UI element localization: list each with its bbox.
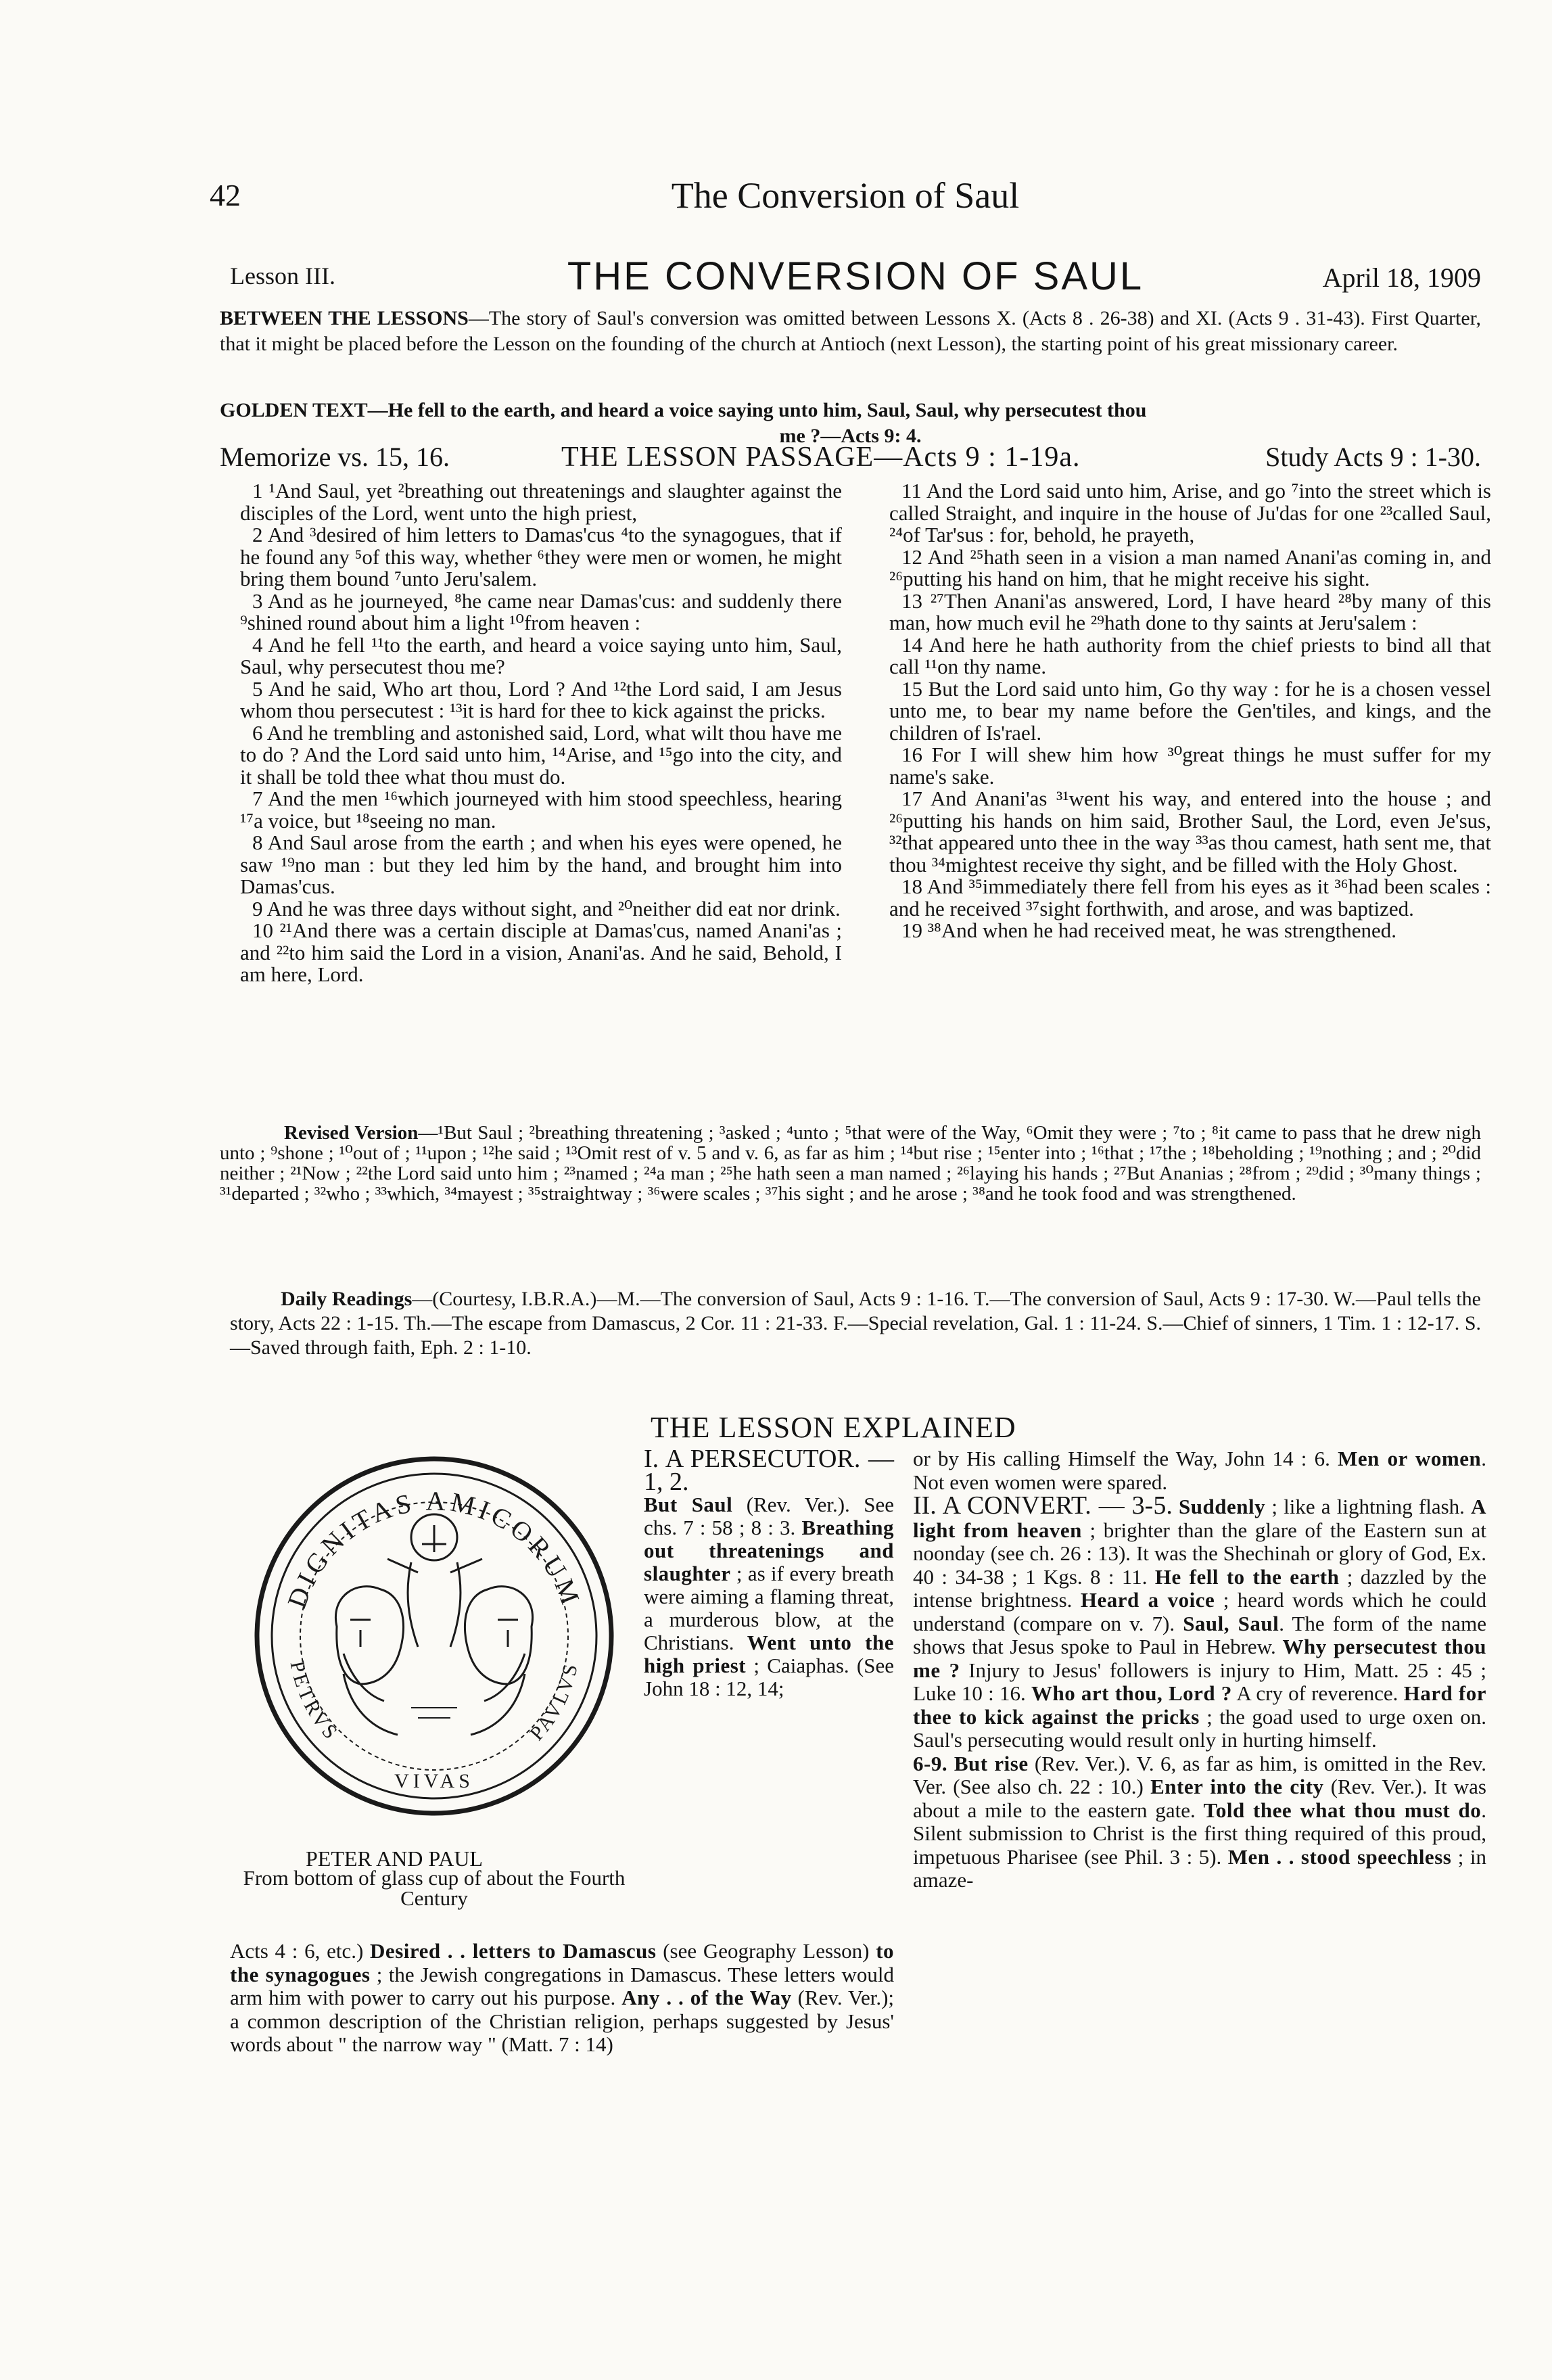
key-phrase: Went unto the high priest (644, 1631, 894, 1677)
verse: 5 And he said, Who art thou, Lord ? And ¹²the Lord said, I am Jesus whom thou persecutest : ¹³it is hard for thee to kick against the pricks. (240, 676, 842, 722)
medallion-name-right: PAVLVS (525, 1660, 583, 1745)
peter-portrait (335, 1587, 403, 1735)
memorize-verses: Memorize vs. 15, 16. (220, 442, 450, 472)
medallion-inscription: DIGNITAS AMICORUM (281, 1485, 588, 1612)
christ-figure (387, 1514, 482, 1647)
key-phrase: Who art thou, Lord ? (1031, 1681, 1232, 1705)
golden-text-body: —He fell to the earth, and heard a voice saying unto him, Saul, Saul, why persecutest thou (367, 399, 1147, 421)
medallion-rim-text: VIVAS (394, 1770, 474, 1792)
passage-bar (220, 441, 1481, 479)
passage-left-column (240, 480, 842, 986)
section-heading: II. A CONVERT. — 3-5. (913, 1491, 1173, 1520)
figure-caption-title: PETER AND PAUL (306, 1846, 483, 1871)
key-phrase: 6-9. But rise (913, 1751, 1029, 1775)
paul-portrait (465, 1587, 532, 1735)
key-phrase: Hard for thee to kick against the pricks (913, 1681, 1486, 1729)
study-verses: Study Acts 9 : 1-30. (1265, 442, 1481, 472)
medallion-name-left: PETRVS (285, 1659, 344, 1746)
verse: 8 And Saul arose from the earth ; and when his eyes were opened, he saw ¹⁹no man : but they led him by the hand, and brought him into Damas'cus. (240, 831, 842, 898)
daily-readings-text: —(Courtesy, I.B.R.A.)—M.—The conversion of Saul, Acts 9 : 1-16. T.—The conversion of Saul, Acts 9 : 17-30. W.—Paul tells the story, Acts 22 : 1-15. Th.—The escape from Damascus, 2 Cor. 11 : 21-33. F.—Special revelation, Gal. 1 : 11-24. S.—Chief of sinners, 1 Tim. 1 : 12-17. S.—Saved through faith, Eph. 2 : 1-10. (230, 1288, 1481, 1359)
commentary-text: ; brighter than the glare of the Eastern sun at noonday (see ch. 26 : 13). It was the Shechinah or glory of God, Ex. 40 : 34-38 ; 1 Kgs. 8 : 11. (913, 1518, 1486, 1589)
daily-readings-label: Daily Readings (281, 1288, 413, 1310)
key-phrase: Suddenly (1179, 1495, 1266, 1518)
commentary-text: (Rev. Ver.). V. 6, as far as him, is omitted in the Rev. Ver. (See also ch. 22 : 10.) (913, 1751, 1486, 1798)
key-phrase: Men or women (1338, 1447, 1482, 1470)
key-phrase: Men . . stood speechless (1227, 1844, 1452, 1869)
verse: 1 ¹And Saul, yet ²breathing out threatenings and slaughter against the disciples of the Lord, went unto the high priest, (240, 479, 842, 525)
verse: 7 And the men ¹⁶which journeyed with him stood speechless, hearing ¹⁷a voice, but ¹⁸seeing no man. (240, 787, 842, 833)
passage-right-column (889, 480, 1491, 942)
verse: 19 ³⁸And when he had received meat, he was strengthened. (901, 918, 1396, 942)
commentary-text: ; as if every breath were aiming a flaming threat, a murderous blow, at the Christians. (644, 1562, 894, 1654)
commentary-text: Injury to Jesus' followers is injury to Him, Matt. 25 : 45 ; Luke 10 : 16. (913, 1658, 1486, 1705)
explained-section1-continued (230, 1940, 894, 2057)
key-phrase: Desired . . letters to Damascus (370, 1939, 657, 1963)
verse: 17 And Anani'as ³¹went his way, and entered into the house ; and ²⁶putting his hands on him said, Brother Saul, the Lord, even Je'sus, ³²that appeared unto thee in the way ³³as thou camest, hath sent me, that thou ³⁴mightest receive thy sight, and be filled with the Holy Ghost. (889, 787, 1491, 877)
commentary-text: . The form of the name shows that Jesus spoke to Paul in Hebrew. (913, 1611, 1486, 1658)
verse: 3 And as he journeyed, ⁸he came near Damas'cus: and suddenly there ⁹shined round about him a light ¹⁰from heaven : (240, 588, 842, 634)
revised-version-text: —¹But Saul ; ²breathing threatening ; ³asked ; ⁴unto ; ⁵that were of the Way, ⁶Omit they were ; ⁷to ; ⁸it came to pass that he drew nigh unto ; ⁹shone ; ¹⁰out of ; ¹¹upon ; ¹²he said ; ¹³Omit rest of v. 5 and v. 6, as far as him ; ¹⁴but rise ; ¹⁵enter into ; ¹⁶that ; ¹⁷the ; ¹⁸beholding ; ¹⁹nothing ; and ; ²⁰did neither ; ²¹Now ; ²²the Lord said unto him ; ²³named ; ²⁴a man ; ²⁵he hath seen a man named ; ²⁶laying his hands ; ²⁷But Ananias ; ²⁸from ; ²⁹did ; ³⁰many things ; ³¹departed ; ³²who ; ³³which, ³⁴mayest ; ³⁵straightway ; ³⁶were scales ; ³⁷his sight ; and he arose ; ³⁸and he took food and was strengthened. (220, 1122, 1481, 1205)
key-phrase: But Saul (644, 1493, 733, 1516)
verse: 16 For I will shew him how ³⁰great things he must suffer for my name's sake. (889, 743, 1491, 789)
commentary-text: (Rev. Ver.); a common description of the Christian religion, perhaps suggested by Jesus' words about " the narrow way " (Matt. 7 : 14) (230, 1986, 894, 2056)
between-text: —The story of Saul's conversion was omitted between Lessons X. (Acts 8 . 26-38) and XI. (Acts 9 . 31-43). First Quarter, that it might be placed before the Lesson on the founding of the church at Antioch (next Lesson), the starting point of his great missionary career. (220, 307, 1481, 355)
commentary-text: . Not even women were spared. (913, 1447, 1486, 1494)
commentary-text: (Rev. Ver.). See chs. 7 : 58 ; 8 : 3. (644, 1493, 894, 1539)
section1-heading: I. A PERSECUTOR. — 1, 2. (644, 1445, 894, 1496)
peter-and-paul-medallion (249, 1451, 619, 1821)
commentary-text: ; like a lightning flash. (1265, 1495, 1472, 1518)
commentary-text: ; Caiaphas. (See John 18 : 12, 14; (644, 1654, 894, 1700)
lesson-explained-title: THE LESSON EXPLAINED (651, 1411, 1016, 1444)
key-phrase: Breathing out threatenings and slaughter (644, 1516, 894, 1585)
between-the-lessons (220, 306, 1481, 357)
between-label: BETWEEN THE LESSONS (220, 307, 469, 329)
golden-text-label: GOLDEN TEXT (220, 399, 368, 421)
commentary-text: Acts 4 : 6, etc.) (230, 1939, 371, 1963)
lesson-number: Lesson III. (230, 262, 335, 289)
passage-title: THE LESSON PASSAGE—Acts 9 : 1-19a. (561, 442, 1081, 473)
commentary-text: ; dazzled by the intense brightness. (913, 1564, 1486, 1612)
commentary-text: ; heard words which he could understand (compare on v. 7). (913, 1588, 1487, 1635)
key-phrase: Told thee what thou must do (1203, 1798, 1482, 1822)
key-phrase: to the synagogues (230, 1939, 895, 1986)
key-phrase: Any . . of the Way (621, 1986, 792, 2009)
figure-caption-source: From bottom of glass cup of about the Fourth Century (243, 1866, 626, 1910)
commentary-text: ; in amaze- (913, 1844, 1486, 1892)
commentary-text: . Silent submission to Christ is the first thing required of this proud, impetuous Pharisee (see Phil. 3 : 5). (913, 1798, 1487, 1869)
key-phrase: A light from heaven (913, 1495, 1487, 1542)
commentary-text (1173, 1495, 1179, 1518)
commentary-text: ; the goad used to urge oxen on. Saul's persecuting would result only in hurting himself. (913, 1704, 1486, 1752)
running-title: The Conversion of Saul (671, 175, 1020, 216)
verse: 6 And he trembling and astonished said, Lord, what wilt thou have me to do ? And the Lord said unto him, ¹⁴Arise, and ¹⁵go into the city, and it shall be told thee what thou must do. (240, 720, 842, 789)
page-number: 42 (210, 178, 241, 212)
explained-section1-narrow (644, 1447, 894, 1700)
verse: 18 And ³⁵immediately there fell from his eyes as it ³⁶had been scales : and he received ³⁷sight forthwith, and arose, and was baptized. (889, 874, 1491, 920)
verse: 10 ²¹And there was a certain disciple at Damas'cus, named Anani'as ; and ²²to him said the Lord in a vision, Anani'as. And he said, Behold, I am here, Lord. (240, 918, 842, 986)
verse: 15 But the Lord said unto him, Go thy way : for he is a chosen vessel unto me, to bear my name before the Gen'tiles, and kings, and the children of Is'rael. (889, 676, 1491, 745)
commentary-text: or by His calling Himself the Way, John 14 : 6. (913, 1447, 1338, 1470)
lesson-heading (230, 254, 1481, 301)
commentary-text: (Rev. Ver.). It was about a mile to the eastern gate. (913, 1775, 1486, 1822)
key-phrase: Saul, Saul (1183, 1611, 1279, 1635)
verse: 14 And here he hath authority from the chief priests to bind all that call ¹¹on thy name. (889, 632, 1491, 678)
daily-readings (230, 1287, 1481, 1360)
explained-right-column (913, 1447, 1486, 1892)
key-phrase: Heard a voice (1080, 1588, 1215, 1612)
commentary-text: (see Geography Lesson) (656, 1939, 876, 1963)
lesson-date: April 18, 1909 (1322, 262, 1481, 293)
verse: 2 And ³desired of him letters to Damas'cus ⁴to the synagogues, that if he found any ⁵of this way, whether ⁶they were men or women, he might bring them bound ⁷unto Jeru'salem. (240, 523, 842, 590)
key-phrase: Why persecutest thou me ? (913, 1635, 1486, 1682)
lesson-title: THE CONVERSION OF SAUL (567, 254, 1144, 298)
revised-version (220, 1123, 1481, 1204)
running-header (210, 177, 1481, 225)
revised-version-label: Revised Version (284, 1122, 419, 1144)
verse: 9 And he was three days without sight, and ²⁰neither did eat nor drink. (252, 896, 841, 920)
commentary-text: A cry of reverence. (1231, 1681, 1404, 1705)
verse: 13 ²⁷Then Anani'as answered, Lord, I have heard ²⁸by many of this man, how much evil he ²⁹hath done to thy saints at Jeru'salem : (889, 588, 1491, 634)
verse: 12 And ²⁵hath seen in a vision a man named Anani'as coming in, and ²⁶putting his hand on him, that he might receive his sight. (889, 544, 1491, 590)
verse: 11 And the Lord said unto him, Arise, and go ⁷into the street which is called Straight, and inquire in the house of Ju'das for one ²³called Saul, ²⁴of Tar'sus : for, behold, he prayeth, (889, 479, 1491, 546)
key-phrase: He fell to the earth (1154, 1564, 1340, 1589)
commentary-text: ; the Jewish congregations in Damascus. These letters would arm him with power to carry out his purpose. (230, 1962, 894, 2009)
key-phrase: Enter into the city (1150, 1775, 1324, 1798)
golden-text-reference: me ?—Acts 9: 4. (779, 425, 922, 447)
verse: 4 And he fell ¹¹to the earth, and heard a voice saying unto him, Saul, Saul, why persecutest thou me? (240, 632, 842, 678)
